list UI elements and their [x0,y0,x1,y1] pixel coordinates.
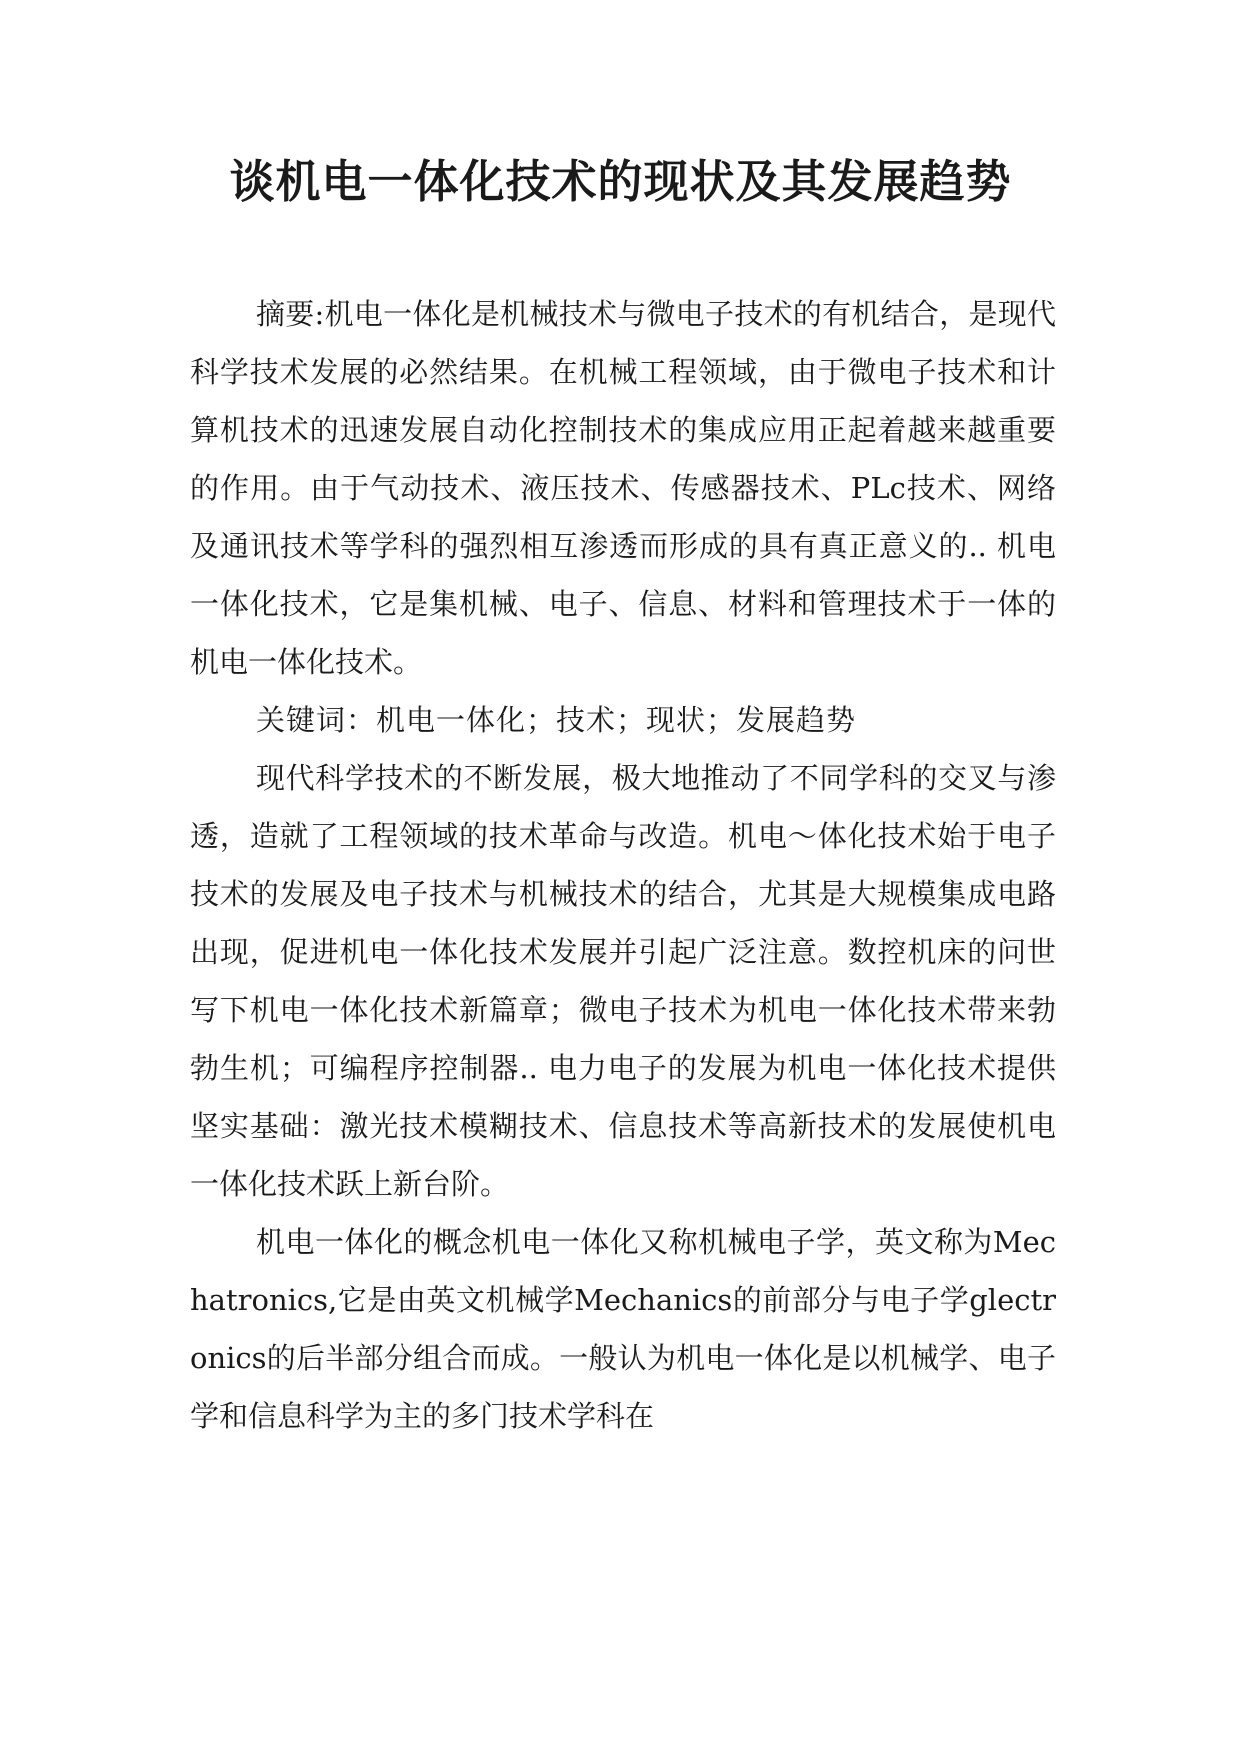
document-title: 谈机电一体化技术的现状及其发展趋势 [229,155,1012,208]
abstract-paragraph: 摘要:机电一体化是机械技术与微电子技术的有机结合，是现代科学技术发展的必然结果。在机械工程领域，由于微电子技术和计算机技术的迅速发展自动化控制技术的集成应用正起着越来越重要的作用。由于气动技术、液压技术、传感器技术、PLc技术、网络及通讯技术等学科的强烈相互渗透而形成的具有真正意义的.. 机电一体化技术，它是集机械、电子、信息、材料和管理技术于一体的机电一体化技术。 [190,297,1056,679]
keywords-paragraph: 关键词：机电一体化；技术；现状；发展趋势 [256,703,857,737]
concept-paragraph: 机电一体化的概念机电一体化又称机械电子学，英文称为Mechatronics,它是由英文机械学Mechanics的前部分与电子学glectronics的后半部分组合而成。一般认为机电一体化是以机械学、电子学和信息科学为主的多门技术学科在 [190,1225,1056,1433]
intro-paragraph: 现代科学技术的不断发展，极大地推动了不同学科的交叉与渗透，造就了工程领域的技术革命与改造。机电～体化技术始于电子技术的发展及电子技术与机械技术的结合，尤其是大规模集成电路出现，促进机电一体化技术发展并引起广泛注意。数控机床的问世写下机电一体化技术新篇章；微电子技术为机电一体化技术带来勃勃生机；可编程序控制器.. 电力电子的发展为机电一体化技术提供坚实基础：激光技术模糊技术、信息技术等高新技术的发展使机电一体化技术跃上新台阶。 [190,761,1056,1201]
document-body [190,285,1056,1445]
